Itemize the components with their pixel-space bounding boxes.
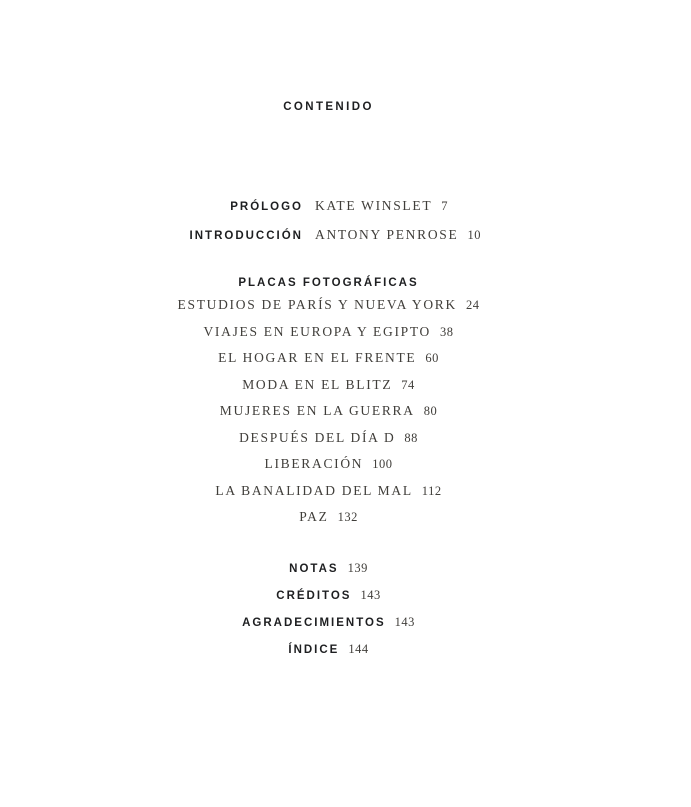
- toc-entry: [0, 221, 657, 250]
- toc-entry: [0, 555, 657, 582]
- toc-entry: [0, 451, 657, 478]
- toc-entry: [0, 345, 657, 372]
- end-matter-section: [0, 555, 657, 663]
- toc-entry-value: [315, 192, 657, 220]
- toc-entry-author: KATE WINSLET: [315, 198, 433, 213]
- toc-entry-title: MODA EN EL BLITZ: [242, 376, 393, 392]
- toc-entry-title: LIBERACIÓN: [264, 456, 364, 471]
- toc-entry-page: 143: [394, 615, 415, 629]
- toc-entry: [0, 372, 657, 399]
- toc-entry-title: PAZ: [299, 509, 329, 524]
- toc-entry-title: DESPUÉS DEL DÍA D: [239, 429, 396, 445]
- toc-entry-page: 132: [337, 510, 358, 524]
- toc-entry-label: PRÓLOGO: [230, 201, 303, 213]
- toc-entry: [0, 192, 657, 221]
- plates-section-header: PLACAS FOTOGRÁFICAS: [238, 277, 419, 289]
- toc-entry-title: MUJERES EN LA GUERRA: [219, 403, 415, 418]
- toc-entry-page: 7: [441, 199, 449, 213]
- toc-entry: [0, 292, 657, 319]
- toc-entry-page: 74: [401, 377, 415, 392]
- toc-entry-title: EL HOGAR EN EL FRENTE: [218, 350, 417, 365]
- toc-entry-title: LA BANALIDAD DEL MAL: [215, 482, 413, 498]
- toc-entry-page: 88: [404, 430, 418, 445]
- toc-entry: [0, 319, 657, 346]
- toc-entry-page: 38: [440, 324, 454, 339]
- toc-entry: [0, 609, 657, 636]
- toc-entry-value: [315, 221, 657, 249]
- toc-entry-author: ANTONY PENROSE: [315, 227, 459, 242]
- toc-entry-page: 24: [465, 298, 480, 312]
- toc-entry-label: INTRODUCCIÓN: [189, 230, 303, 242]
- toc-entry-page: 139: [347, 561, 368, 575]
- toc-entry-page: 60: [425, 351, 439, 365]
- toc-entry-page: 80: [423, 404, 438, 418]
- toc-entry-title: ESTUDIOS DE PARÍS Y NUEVA YORK: [177, 297, 457, 312]
- toc-entry-page: 112: [421, 483, 442, 498]
- toc-entry-page: 10: [467, 228, 481, 242]
- toc-entry-page: 100: [372, 457, 393, 471]
- plates-section: [0, 292, 657, 531]
- toc-entry-label: AGRADECIMIENTOS: [242, 617, 386, 629]
- toc-entry-title: VIAJES EN EUROPA Y EGIPTO: [203, 323, 432, 339]
- toc-entry-label: ÍNDICE: [288, 644, 340, 656]
- toc-entry: [0, 636, 657, 663]
- toc-title: CONTENIDO: [283, 101, 374, 113]
- toc-entry: [0, 582, 657, 609]
- toc-entry: [0, 504, 657, 531]
- toc-entry: [0, 478, 657, 505]
- toc-entry-page: 144: [348, 642, 369, 656]
- toc-entry-label: CRÉDITOS: [276, 590, 352, 602]
- toc-entry: [0, 425, 657, 452]
- toc-entry-page: 143: [360, 588, 381, 602]
- toc-entry: [0, 398, 657, 425]
- toc-entry-label: NOTAS: [289, 563, 339, 575]
- front-matter-section: [0, 192, 657, 250]
